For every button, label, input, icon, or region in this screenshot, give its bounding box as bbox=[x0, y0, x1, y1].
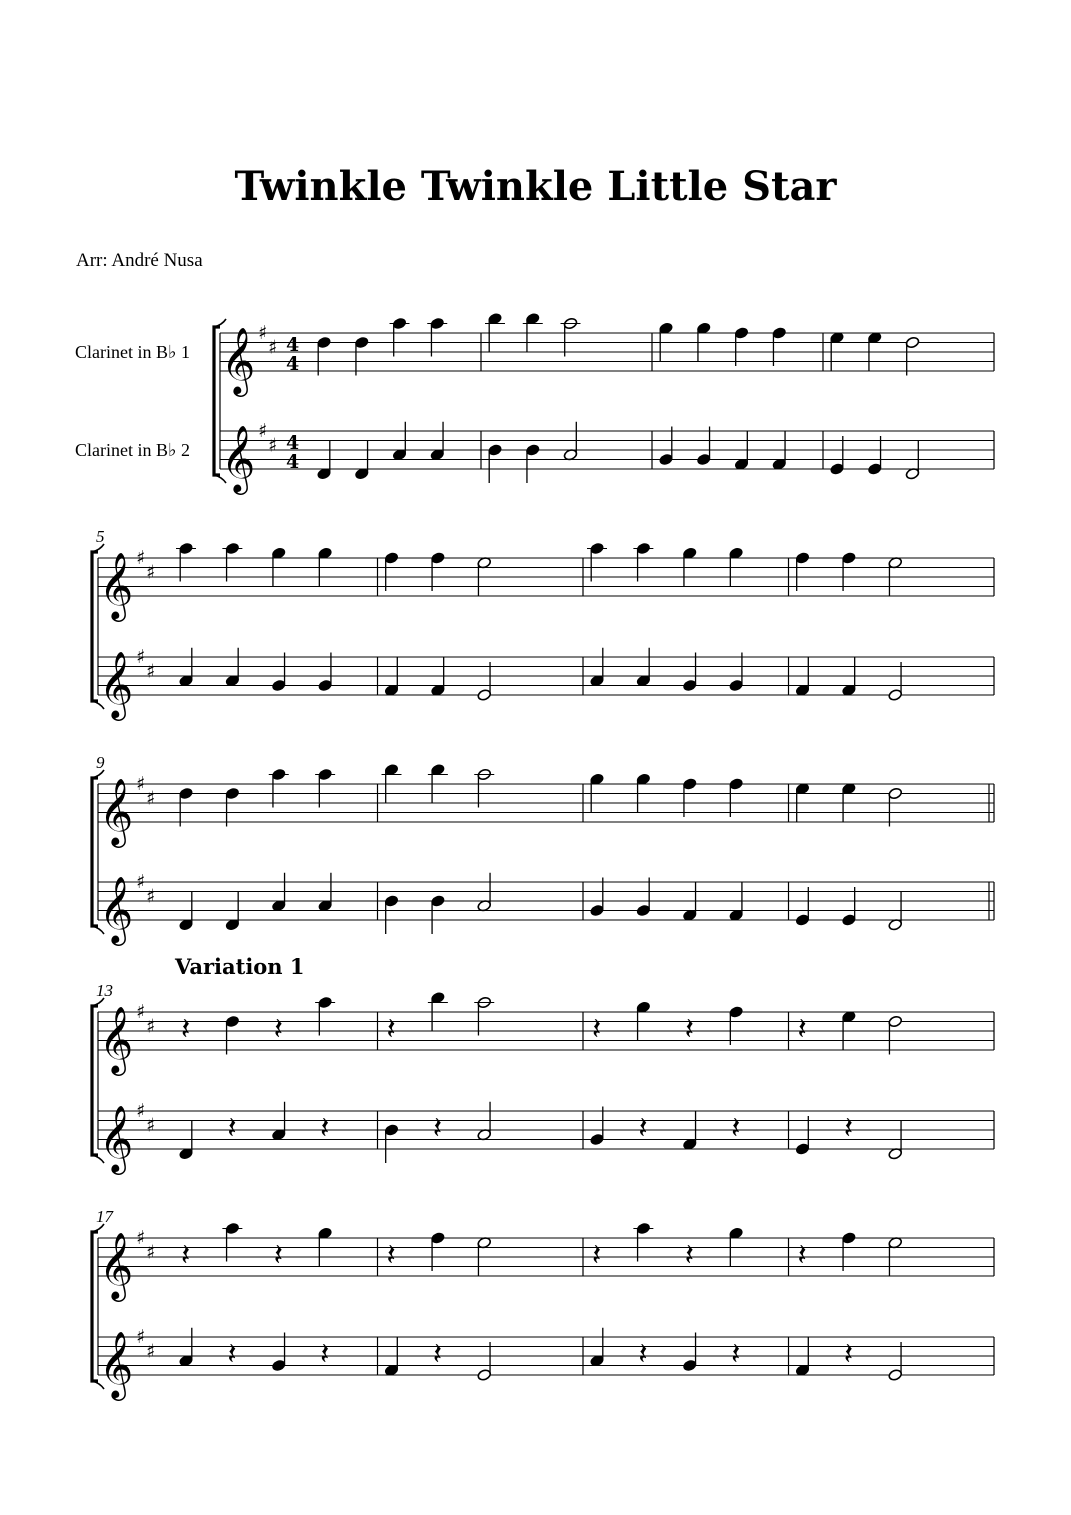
sharp-accidental: ♯ bbox=[146, 1015, 156, 1038]
system-3 bbox=[92, 753, 994, 946]
system-bracket bbox=[92, 1006, 98, 1155]
sharp-accidental: ♯ bbox=[146, 885, 156, 908]
treble-clef: 𝄞 bbox=[99, 777, 134, 845]
treble-clef: 𝄞 bbox=[221, 326, 256, 394]
quarter-rest: 𝄽 bbox=[684, 1238, 694, 1273]
time-signature-numerator: 4 bbox=[286, 334, 300, 356]
sharp-accidental: ♯ bbox=[136, 871, 146, 893]
quarter-rest: 𝄽 bbox=[731, 1111, 741, 1146]
quarter-rest: 𝄽 bbox=[592, 1238, 602, 1273]
treble-clef: 𝄞 bbox=[99, 1231, 134, 1299]
sharp-accidental: ♯ bbox=[146, 787, 156, 810]
treble-clef: 𝄞 bbox=[99, 1330, 134, 1398]
sharp-accidental: ♯ bbox=[146, 561, 156, 584]
quarter-rest: 𝄽 bbox=[797, 1012, 807, 1047]
measure-number: 13 bbox=[96, 981, 113, 1000]
system-bracket bbox=[92, 552, 98, 701]
time-signature-denominator: 4 bbox=[286, 451, 300, 473]
sharp-accidental: ♯ bbox=[136, 1227, 146, 1249]
quarter-rest: 𝄽 bbox=[843, 1111, 854, 1146]
treble-clef: 𝄞 bbox=[99, 551, 134, 619]
quarter-rest: 𝄽 bbox=[731, 1337, 741, 1372]
arranger-credit: Arr: André Nusa bbox=[76, 250, 203, 271]
time-signature-numerator: 4 bbox=[286, 432, 300, 454]
system-2 bbox=[92, 527, 994, 721]
sharp-accidental: ♯ bbox=[136, 1001, 146, 1023]
system-bracket bbox=[92, 1232, 98, 1381]
quarter-rest: 𝄽 bbox=[638, 1337, 648, 1372]
system-bracket bbox=[214, 327, 220, 475]
sharp-accidental: ♯ bbox=[258, 322, 268, 344]
treble-clef: 𝄞 bbox=[99, 1005, 134, 1073]
treble-clef: 𝄞 bbox=[99, 650, 134, 718]
quarter-rest: 𝄽 bbox=[386, 1238, 396, 1273]
sharp-accidental: ♯ bbox=[258, 420, 268, 442]
time-signature-denominator: 4 bbox=[286, 353, 300, 375]
system-4 bbox=[92, 954, 994, 1175]
quarter-rest: 𝄽 bbox=[227, 1111, 237, 1146]
treble-clef: 𝄞 bbox=[99, 875, 134, 943]
rehearsal-mark: Variation 1 bbox=[175, 954, 305, 979]
sharp-accidental: ♯ bbox=[146, 1340, 156, 1363]
system-bracket bbox=[92, 778, 98, 926]
instrument-label: Clarinet in B♭ 2 bbox=[75, 440, 190, 460]
sharp-accidental: ♯ bbox=[268, 336, 278, 359]
system-1 bbox=[75, 312, 994, 495]
quarter-rest: 𝄽 bbox=[273, 1238, 283, 1273]
quarter-rest: 𝄽 bbox=[273, 1012, 283, 1047]
quarter-rest: 𝄽 bbox=[181, 1012, 191, 1047]
instrument-label: Clarinet in B♭ 1 bbox=[75, 342, 190, 362]
quarter-rest: 𝄽 bbox=[320, 1337, 330, 1372]
quarter-rest: 𝄽 bbox=[386, 1012, 396, 1047]
measure-number: 5 bbox=[96, 527, 105, 546]
sharp-accidental: ♯ bbox=[268, 434, 278, 457]
quarter-rest: 𝄽 bbox=[638, 1111, 648, 1146]
sharp-accidental: ♯ bbox=[136, 1100, 146, 1122]
sharp-accidental: ♯ bbox=[136, 773, 146, 795]
quarter-rest: 𝄽 bbox=[843, 1337, 854, 1372]
sharp-accidental: ♯ bbox=[146, 1114, 156, 1137]
measure-number: 17 bbox=[96, 1207, 113, 1226]
sharp-accidental: ♯ bbox=[136, 547, 146, 569]
quarter-rest: 𝄽 bbox=[181, 1238, 191, 1273]
quarter-rest: 𝄽 bbox=[592, 1012, 602, 1047]
quarter-rest: 𝄽 bbox=[227, 1337, 237, 1372]
sharp-accidental: ♯ bbox=[136, 1326, 146, 1348]
quarter-rest: 𝄽 bbox=[320, 1111, 330, 1146]
measure-number: 9 bbox=[96, 753, 105, 772]
quarter-rest: 𝄽 bbox=[684, 1012, 694, 1047]
sharp-accidental: ♯ bbox=[146, 660, 156, 683]
score-title: Twinkle Twinkle Little Star bbox=[234, 163, 837, 210]
treble-clef: 𝄞 bbox=[221, 424, 256, 492]
system-5 bbox=[92, 1207, 994, 1401]
quarter-rest: 𝄽 bbox=[797, 1238, 807, 1273]
quarter-rest: 𝄽 bbox=[432, 1337, 443, 1372]
sharp-accidental: ♯ bbox=[146, 1241, 156, 1264]
treble-clef: 𝄞 bbox=[99, 1104, 134, 1172]
sharp-accidental: ♯ bbox=[136, 646, 146, 668]
quarter-rest: 𝄽 bbox=[432, 1111, 443, 1146]
